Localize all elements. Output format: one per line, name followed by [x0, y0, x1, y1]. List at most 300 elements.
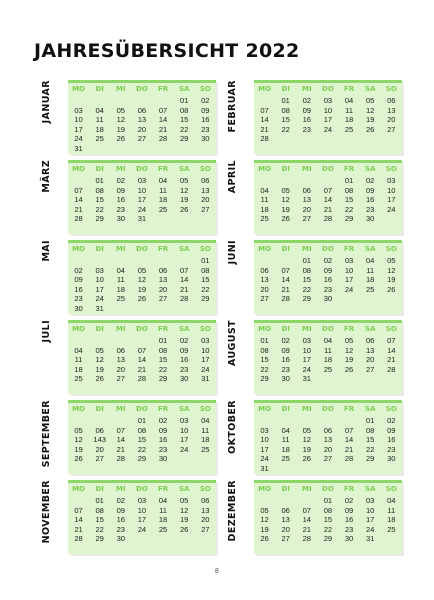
day-cell: 01 — [260, 336, 269, 345]
day-cell: 19 — [344, 355, 354, 365]
day-cell: 24 — [344, 284, 354, 294]
weekday-label: SA — [364, 85, 376, 93]
day-cell: 27 — [387, 124, 396, 134]
weekday-label: DO — [136, 245, 148, 253]
day-cell: 24 — [137, 524, 147, 534]
month-10 — [224, 400, 408, 476]
day-cell: 04 — [260, 185, 269, 195]
day-cell: 19 — [260, 524, 269, 534]
month-8 — [224, 320, 408, 396]
day-cell — [254, 384, 275, 394]
day-cell: 02 — [365, 176, 375, 185]
day-cell: 08 — [323, 505, 333, 515]
month-calendar — [68, 160, 216, 234]
day-cell: 12 — [116, 115, 126, 125]
day-cell: 01 — [365, 416, 375, 425]
day-cell — [89, 464, 110, 474]
day-cell: 21 — [116, 444, 126, 454]
day-cell — [195, 224, 216, 234]
day-cell: 11 — [387, 505, 396, 515]
day-cell — [89, 256, 110, 266]
day-cell: 20 — [302, 204, 312, 214]
day-cell: 10 — [365, 505, 375, 515]
week-row — [68, 205, 216, 215]
day-cell: 14 — [260, 115, 269, 125]
day-cell: 10 — [344, 265, 354, 275]
day-cell: 18 — [95, 124, 104, 134]
day-cell: 01 — [95, 496, 104, 505]
month-5 — [38, 240, 222, 316]
day-cell — [174, 304, 195, 314]
month-label — [224, 480, 242, 556]
month-calendar — [68, 400, 216, 474]
day-cell: 21 — [387, 355, 396, 365]
weekday-label: FR — [343, 85, 355, 93]
weekday-header — [254, 84, 402, 94]
day-cell: 05 — [74, 425, 83, 435]
week-row — [68, 454, 216, 464]
week-row — [254, 374, 402, 384]
weekday-label: FR — [157, 245, 169, 253]
day-cell — [174, 256, 195, 266]
day-cell: 30 — [201, 134, 210, 144]
month-name: APRIL — [227, 160, 238, 194]
day-cell: 22 — [158, 364, 168, 374]
day-cell: 15 — [95, 515, 104, 525]
day-cell — [68, 464, 89, 474]
day-cell — [89, 544, 110, 554]
day-cell: 23 — [201, 124, 210, 134]
week-row — [254, 304, 402, 314]
day-cell — [131, 224, 152, 234]
day-cell: 13 — [302, 195, 312, 205]
day-cell: 13 — [387, 105, 396, 115]
week-row — [68, 224, 216, 234]
day-cell: 24 — [323, 124, 333, 134]
day-cell: 29 — [158, 374, 168, 384]
day-cell — [68, 416, 89, 426]
day-cell — [110, 304, 131, 314]
day-cell: 12 — [387, 265, 396, 275]
day-cell: 16 — [116, 195, 126, 205]
week-row — [68, 384, 216, 394]
day-cell: 25 — [323, 364, 333, 374]
week-row — [254, 195, 402, 205]
weekday-label: SA — [178, 485, 190, 493]
day-cell: 09 — [116, 185, 126, 195]
day-cell: 04 — [365, 256, 375, 265]
day-cell: 17 — [74, 124, 83, 134]
weekday-label: MI — [302, 245, 312, 253]
week-row — [254, 445, 402, 455]
week-row — [68, 96, 216, 106]
week-row — [254, 525, 402, 535]
day-cell — [153, 144, 174, 154]
day-cell: 02 — [179, 336, 189, 345]
weekday-label: DO — [136, 165, 148, 173]
weekday-label: FR — [157, 85, 169, 93]
weekday-label: MO — [72, 165, 86, 173]
weekday-label: SA — [178, 325, 190, 333]
weekday-label: MI — [116, 165, 126, 173]
day-cell: 13 — [158, 275, 168, 285]
day-cell: 08 — [302, 265, 312, 275]
day-cell — [131, 464, 152, 474]
day-cell: 22 — [95, 524, 104, 534]
week-row — [254, 544, 402, 554]
day-cell: 22 — [323, 524, 333, 534]
month-calendar — [254, 80, 402, 154]
day-cell — [317, 384, 338, 394]
week-row — [254, 384, 402, 394]
day-cell: 06 — [281, 505, 290, 515]
month-calendar — [254, 160, 402, 234]
day-cell: 27 — [158, 294, 168, 304]
day-cell: 28 — [158, 134, 168, 144]
weekday-label: DO — [322, 245, 334, 253]
day-cell: 22 — [201, 284, 210, 294]
day-cell: 26 — [302, 454, 312, 464]
week-row — [68, 365, 216, 375]
day-cell: 27 — [95, 454, 104, 464]
day-cell: 18 — [116, 284, 126, 294]
day-cell: 16 — [365, 195, 375, 205]
day-cell: 25 — [158, 204, 168, 214]
week-row — [68, 426, 216, 436]
day-cell: 08 — [95, 185, 104, 195]
day-cell — [360, 374, 381, 384]
week-row — [68, 294, 216, 304]
day-cell — [360, 144, 381, 154]
week-row — [68, 115, 216, 125]
day-cell — [153, 544, 174, 554]
day-cell — [317, 464, 338, 474]
day-cell: 31 — [201, 374, 210, 384]
day-cell — [339, 224, 360, 234]
day-cell — [360, 544, 381, 554]
weekday-label: MI — [116, 245, 126, 253]
day-cell: 01 — [302, 256, 312, 265]
day-cell — [275, 224, 296, 234]
day-cell: 18 — [74, 364, 83, 374]
calendar-top-bar — [68, 80, 216, 83]
month-label — [38, 160, 56, 236]
day-cell: 15 — [281, 115, 290, 125]
weekday-label: FR — [343, 165, 355, 173]
month-calendar — [68, 80, 216, 154]
week-row — [254, 275, 402, 285]
calendar-top-bar — [68, 320, 216, 323]
calendar-top-bar — [68, 480, 216, 483]
day-cell: 24 — [74, 134, 83, 144]
day-cell: 13 — [365, 345, 375, 355]
day-cell — [254, 224, 275, 234]
week-row — [254, 426, 402, 436]
week-row — [254, 115, 402, 125]
day-cell: 23 — [74, 294, 83, 304]
day-cell — [68, 496, 89, 506]
day-cell: 05 — [116, 105, 126, 115]
day-cell — [275, 384, 296, 394]
day-cell: 14 — [179, 275, 189, 285]
day-cell: 02 — [116, 176, 126, 185]
day-cell: 17 — [137, 195, 147, 205]
week-row — [254, 134, 402, 144]
day-cell: 10 — [201, 345, 210, 355]
day-cell: 24 — [302, 364, 312, 374]
day-cell — [296, 464, 317, 474]
day-cell: 20 — [158, 284, 168, 294]
weekday-label: DO — [322, 325, 334, 333]
day-cell — [254, 416, 275, 426]
day-cell — [296, 134, 317, 144]
week-row — [68, 355, 216, 365]
day-cell — [89, 416, 110, 426]
day-cell: 25 — [201, 444, 210, 454]
day-cell: 22 — [302, 284, 312, 294]
day-cell — [174, 464, 195, 474]
day-cell: 17 — [201, 355, 210, 365]
day-grid — [254, 176, 402, 234]
day-cell — [153, 384, 174, 394]
day-cell: 07 — [137, 345, 147, 355]
month-label — [224, 80, 242, 156]
day-cell: 06 — [158, 265, 168, 275]
day-cell: 04 — [158, 496, 168, 505]
month-calendar — [254, 400, 402, 474]
day-cell: 29 — [344, 214, 354, 224]
day-cell: 28 — [344, 454, 354, 464]
day-cell: 19 — [137, 284, 147, 294]
weekday-label: MO — [258, 405, 272, 413]
day-cell: 18 — [387, 515, 396, 525]
day-cell: 26 — [260, 534, 269, 544]
day-cell: 11 — [95, 115, 104, 125]
day-cell: 16 — [74, 284, 83, 294]
day-cell — [317, 134, 338, 144]
day-cell — [360, 384, 381, 394]
day-cell — [339, 304, 360, 314]
day-cell: 25 — [344, 124, 354, 134]
day-cell — [275, 134, 296, 144]
month-calendar — [254, 320, 402, 394]
weekday-label: FR — [343, 245, 355, 253]
day-cell: 10 — [302, 345, 312, 355]
day-cell: 31 — [137, 214, 147, 224]
week-row — [68, 266, 216, 276]
day-cell — [174, 224, 195, 234]
weekday-label: DO — [322, 405, 334, 413]
day-cell: 23 — [281, 364, 290, 374]
week-row — [68, 525, 216, 535]
day-cell: 03 — [137, 496, 147, 505]
day-cell: 27 — [260, 294, 269, 304]
day-cell: 21 — [158, 124, 168, 134]
day-cell — [174, 454, 195, 464]
weekday-label: MI — [302, 405, 312, 413]
week-row — [68, 275, 216, 285]
day-cell: 21 — [323, 204, 333, 214]
month-name: JUNI — [227, 240, 238, 265]
weekday-label: MI — [116, 85, 126, 93]
day-cell: 03 — [365, 496, 375, 505]
day-cell: 08 — [201, 265, 210, 275]
day-cell: 17 — [302, 355, 312, 365]
day-cell — [381, 384, 402, 394]
day-cell: 05 — [95, 345, 104, 355]
weekday-header — [68, 244, 216, 254]
weekday-label: DO — [322, 85, 334, 93]
day-cell: 20 — [260, 284, 269, 294]
day-cell: 01 — [201, 256, 210, 265]
day-cell: 19 — [179, 195, 189, 205]
week-row — [68, 496, 216, 506]
day-cell — [68, 336, 89, 346]
day-cell: 26 — [365, 124, 375, 134]
day-cell: 01 — [158, 336, 168, 345]
day-cell: 30 — [116, 214, 126, 224]
day-cell: 20 — [137, 124, 147, 134]
day-cell: 20 — [201, 195, 210, 205]
week-row — [254, 515, 402, 525]
weekday-label: DI — [281, 405, 290, 413]
weekday-header — [254, 324, 402, 334]
day-cell: 17 — [344, 275, 354, 285]
day-cell: 06 — [323, 425, 333, 435]
day-cell: 26 — [179, 204, 189, 214]
weekday-label: SO — [199, 165, 211, 173]
day-cell: 15 — [201, 275, 210, 285]
week-row — [254, 96, 402, 106]
day-cell — [110, 416, 131, 426]
day-cell: 03 — [323, 96, 333, 105]
day-cell: 20 — [365, 355, 375, 365]
day-cell: 01 — [344, 176, 354, 185]
week-row — [68, 346, 216, 356]
day-cell: 25 — [116, 294, 126, 304]
week-row — [68, 515, 216, 525]
month-6 — [224, 240, 408, 316]
day-cell: 25 — [387, 524, 396, 534]
day-cell: 19 — [302, 444, 312, 454]
day-cell: 09 — [74, 275, 83, 285]
weekday-label: DI — [281, 485, 290, 493]
day-cell: 12 — [179, 185, 189, 195]
weekday-label: DI — [95, 485, 104, 493]
week-row — [68, 144, 216, 154]
day-cell: 15 — [260, 355, 269, 365]
day-cell: 03 — [74, 105, 83, 115]
weekday-label: SO — [385, 245, 397, 253]
day-cell — [360, 294, 381, 304]
day-cell — [195, 144, 216, 154]
day-cell: 07 — [281, 265, 290, 275]
day-cell: 30 — [344, 534, 354, 544]
day-cell: 09 — [281, 345, 290, 355]
weekday-label: DI — [95, 85, 104, 93]
day-cell: 30 — [179, 374, 189, 384]
month-name: JANUAR — [41, 80, 52, 124]
day-cell: 30 — [116, 534, 126, 544]
day-cell: 03 — [179, 416, 189, 425]
day-cell: 26 — [387, 284, 396, 294]
day-cell — [110, 144, 131, 154]
weekday-label: MI — [116, 485, 126, 493]
day-cell — [275, 256, 296, 266]
day-cell: 10 — [95, 275, 104, 285]
day-cell: 15 — [179, 115, 189, 125]
weekday-header — [68, 404, 216, 414]
day-cell: 29 — [95, 214, 104, 224]
day-cell — [360, 224, 381, 234]
weekday-label: MO — [72, 325, 86, 333]
day-cell: 05 — [281, 185, 290, 195]
day-cell: 17 — [260, 444, 269, 454]
day-cell — [174, 144, 195, 154]
day-cell — [68, 224, 89, 234]
weekday-label: DI — [95, 405, 104, 413]
weekday-label: DO — [136, 405, 148, 413]
weekday-label: FR — [343, 405, 355, 413]
week-row — [254, 294, 402, 304]
day-cell — [68, 384, 89, 394]
day-cell: 08 — [344, 185, 354, 195]
day-cell — [153, 214, 174, 224]
day-cell: 11 — [74, 355, 83, 365]
day-cell — [153, 304, 174, 314]
day-grid — [68, 176, 216, 234]
weekday-label: SA — [364, 485, 376, 493]
day-cell — [110, 96, 131, 106]
day-cell: 06 — [95, 425, 104, 435]
week-row — [254, 416, 402, 426]
week-row — [68, 304, 216, 314]
day-cell — [296, 144, 317, 154]
day-grid — [68, 96, 216, 154]
day-cell: 28 — [281, 294, 290, 304]
day-cell — [381, 534, 402, 544]
weekday-label: SO — [199, 485, 211, 493]
day-grid — [68, 336, 216, 394]
day-cell — [360, 304, 381, 314]
month-name: OKTOBER — [227, 400, 238, 454]
month-name: MÄRZ — [41, 160, 52, 193]
day-cell: 26 — [281, 214, 290, 224]
day-cell: 18 — [260, 204, 269, 214]
day-cell — [296, 304, 317, 314]
month-calendar — [254, 240, 402, 314]
day-cell — [131, 256, 152, 266]
day-cell: 29 — [365, 454, 375, 464]
weekday-label: MO — [258, 245, 272, 253]
day-cell: 18 — [365, 275, 375, 285]
week-row — [68, 336, 216, 346]
day-cell: 04 — [387, 496, 396, 505]
day-cell: 15 — [344, 195, 354, 205]
day-cell — [110, 384, 131, 394]
day-cell — [131, 336, 152, 346]
day-cell: 15 — [302, 275, 312, 285]
day-cell — [254, 496, 275, 506]
day-cell: 25 — [260, 214, 269, 224]
weekday-header — [68, 84, 216, 94]
week-row — [68, 214, 216, 224]
day-cell: 26 — [137, 294, 147, 304]
month-label — [224, 240, 242, 316]
day-cell: 22 — [179, 124, 189, 134]
day-cell: 09 — [302, 105, 312, 115]
day-cell: 15 — [158, 355, 168, 365]
